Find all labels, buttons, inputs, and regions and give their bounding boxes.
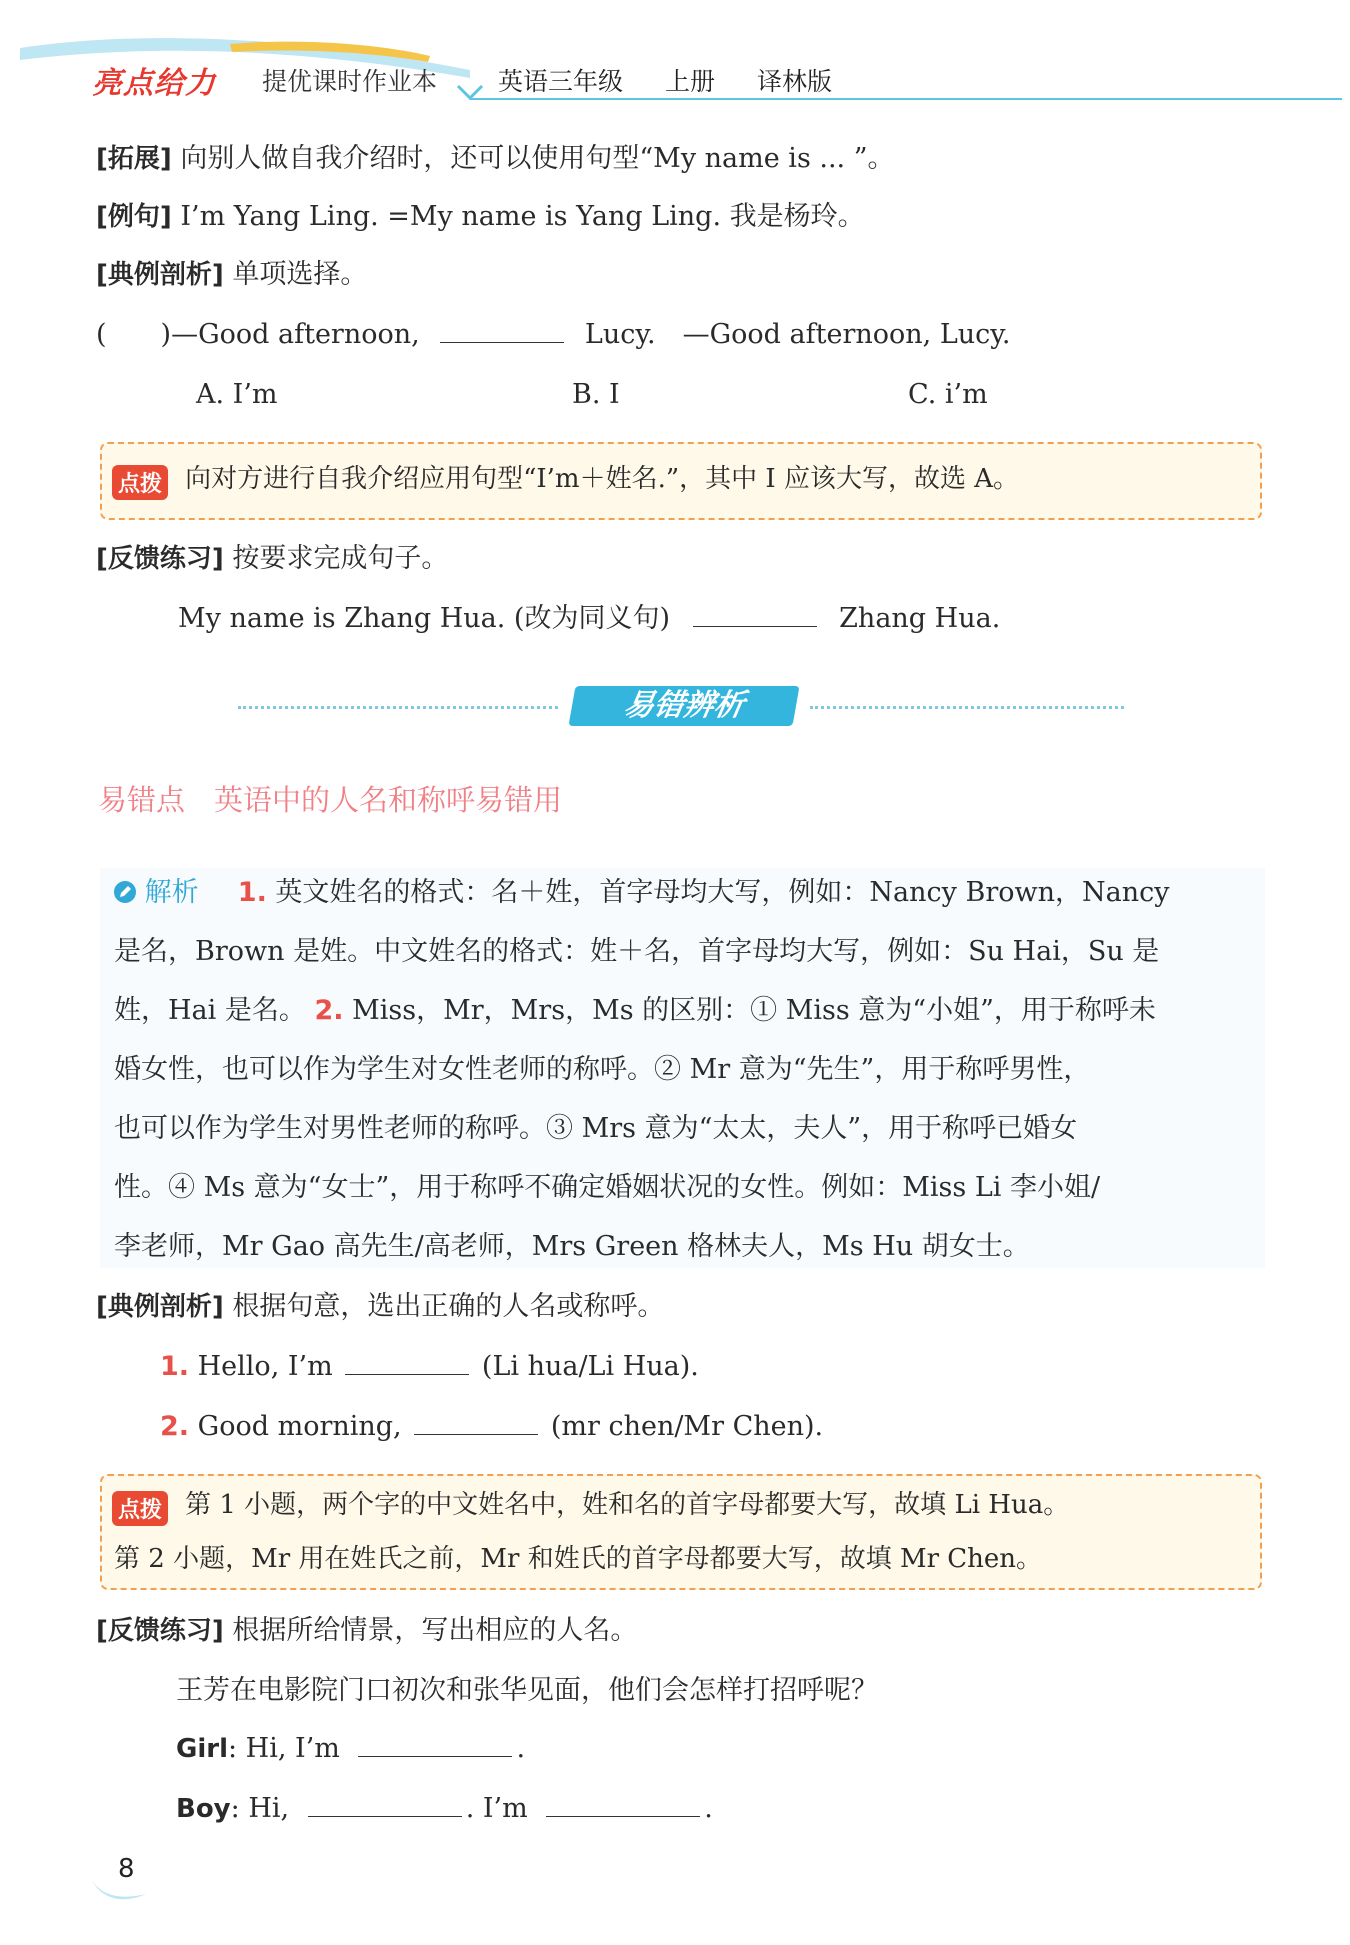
footer-swoosh-icon <box>90 1876 150 1906</box>
tip1-content <box>112 462 1019 500</box>
q1-num: 1. <box>160 1351 190 1382</box>
header-rule <box>470 98 1342 100</box>
explanation-line-1 <box>114 876 1169 910</box>
analysis1-question <box>96 318 1011 352</box>
pencil-icon <box>114 881 136 903</box>
q2-num: 2. <box>160 1411 190 1442</box>
explanation-line-3 <box>114 994 1156 1028</box>
tip2-text-2: 第 2 小题，Mr 用在姓氏之前，Mr 和姓氏的首字母都要大写，故填 Mr Chen。 <box>114 1544 1043 1574</box>
explanation-line-4: 婚女性，也可以作为学生对女性老师的称呼。② Mr 意为“先生”，用于称呼男性， <box>114 1054 1091 1085</box>
q2-prefix: Good morning, <box>197 1411 402 1442</box>
answer-blank[interactable] <box>693 604 817 627</box>
analysis1-line <box>96 258 367 292</box>
boy-text: : Hi, <box>230 1793 290 1824</box>
girl-text: : Hi, I’m <box>228 1733 340 1764</box>
tip2-line-1 <box>112 1488 1069 1526</box>
error-point-title: 易错点 英语中的人名和称呼易错用 <box>98 783 563 817</box>
q2-suffix: (mr chen/Mr Chen). <box>550 1411 824 1442</box>
tip1-text: 向对方进行自我介绍应用句型“I’m＋姓名.”，其中 I 应该大写，故选 A。 <box>185 464 1019 494</box>
question-prefix: ( )—Good afternoon, <box>96 319 420 350</box>
answer-blank[interactable] <box>440 320 564 343</box>
section-header <box>238 686 1124 726</box>
tip-badge: 点拨 <box>112 1491 168 1526</box>
section-title: 易错辨析 <box>568 686 799 726</box>
page-number: 8 <box>118 1854 135 1884</box>
section-dots-right <box>810 706 1124 709</box>
boy-mid: . I’m <box>465 1793 528 1824</box>
option-a[interactable]: A. I’m <box>196 379 278 410</box>
girl-line <box>176 1732 525 1766</box>
feedback2-line <box>96 1614 637 1648</box>
answer-blank[interactable] <box>358 1734 512 1757</box>
explanation-text-3: Miss，Mr，Mrs，Ms 的区别：① Miss 意为“小姐”，用于称呼未 <box>352 995 1156 1026</box>
extend-line <box>96 142 895 176</box>
explanation-num-2: 2. <box>314 995 344 1026</box>
analysis2-line <box>96 1290 664 1324</box>
brand-subtitle: 提优课时作业本 <box>262 67 438 96</box>
feedback1-line <box>96 542 448 576</box>
tip-box-1 <box>100 442 1262 520</box>
explanation-label: 解析 <box>144 877 199 908</box>
explanation-block <box>100 868 1265 1268</box>
q1-prefix: Hello, I’m <box>197 1351 333 1382</box>
girl-label: Girl <box>176 1734 228 1764</box>
header-swoosh-icon <box>0 0 520 110</box>
tip-box-2 <box>100 1474 1262 1590</box>
explanation-num-1: 1. <box>237 877 267 908</box>
boy-label: Boy <box>176 1794 231 1824</box>
header-subject: 英语三年级 <box>498 67 624 96</box>
header-info <box>498 62 866 98</box>
analysis1-text: 单项选择。 <box>232 259 368 290</box>
explanation-text-1: 英文姓名的格式：名＋姓，首字母均大写，例如：Nancy Brown，Nancy <box>275 877 1170 908</box>
explanation-line-6: 性。④ Ms 意为“女士”，用于称呼不确定婚姻状况的女性。例如：Miss Li 李小姐/ <box>114 1172 1101 1203</box>
tip2-text-1: 第 1 小题，两个字的中文姓名中，姓和名的首字母都要大写，故填 Li Hua。 <box>185 1490 1070 1520</box>
extend-text: 向别人做自我介绍时，还可以使用句型“My name is ... ”。 <box>180 143 895 174</box>
feedback1-tag: [反馈练习] <box>96 544 224 574</box>
answer-blank[interactable] <box>345 1352 469 1375</box>
explanation-line-5: 也可以作为学生对男性老师的称呼。③ Mrs 意为“太太，夫人”，用于称呼已婚女 <box>114 1113 1078 1144</box>
analysis2-q2 <box>160 1410 823 1444</box>
boy-end: . <box>704 1793 713 1824</box>
answer-blank[interactable] <box>546 1794 700 1817</box>
feedback1-q-suffix: Zhang Hua. <box>839 603 1001 634</box>
boy-line <box>176 1792 713 1826</box>
option-b[interactable]: B. I <box>572 379 620 410</box>
example-line <box>96 200 865 234</box>
example-tag: [例句] <box>96 202 172 232</box>
feedback1-question <box>178 602 1000 636</box>
analysis2-tag: [典例剖析] <box>96 1292 224 1322</box>
feedback1-q-prefix: My name is Zhang Hua. (改为同义句) <box>178 603 670 634</box>
example-text: I’m Yang Ling. =My name is Yang Ling. 我是杨玲。 <box>180 201 865 232</box>
analysis2-text: 根据句意，选出正确的人名或称呼。 <box>232 1291 665 1322</box>
explanation-line-2: 是名，Brown 是姓。中文姓名的格式：姓＋名，首字母均大写，例如：Su Hai，Su 是 <box>114 936 1160 967</box>
q1-suffix: (Li hua/Li Hua). <box>481 1351 699 1382</box>
option-c[interactable]: C. i’m <box>908 379 988 410</box>
section-dots-left <box>238 706 558 709</box>
brand-logo: 亮点给力 <box>92 66 216 101</box>
feedback2-text: 根据所给情景，写出相应的人名。 <box>232 1615 638 1646</box>
header-edition: 译林版 <box>756 67 832 96</box>
girl-end: . <box>516 1733 526 1764</box>
analysis1-tag: [典例剖析] <box>96 260 224 290</box>
feedback2-scene: 王芳在电影院门口初次和张华见面，他们会怎样打招呼呢？ <box>176 1675 878 1706</box>
explanation-line-7: 李老师，Mr Gao 高先生/高老师，Mrs Green 格林夫人，Ms Hu 胡女士。 <box>114 1231 1030 1262</box>
extend-tag: [拓展] <box>96 144 172 174</box>
answer-blank[interactable] <box>414 1412 538 1435</box>
tip-badge: 点拨 <box>112 465 168 500</box>
question-suffix: Lucy. —Good afternoon, Lucy. <box>584 319 1011 350</box>
explanation-line3-prefix: 姓，Hai 是名。 <box>114 995 306 1026</box>
feedback2-tag: [反馈练习] <box>96 1616 224 1646</box>
page-header <box>0 0 1350 120</box>
feedback1-text: 按要求完成句子。 <box>232 543 449 574</box>
analysis2-q1 <box>160 1350 699 1384</box>
header-volume: 上册 <box>664 67 715 96</box>
answer-blank[interactable] <box>308 1794 462 1817</box>
